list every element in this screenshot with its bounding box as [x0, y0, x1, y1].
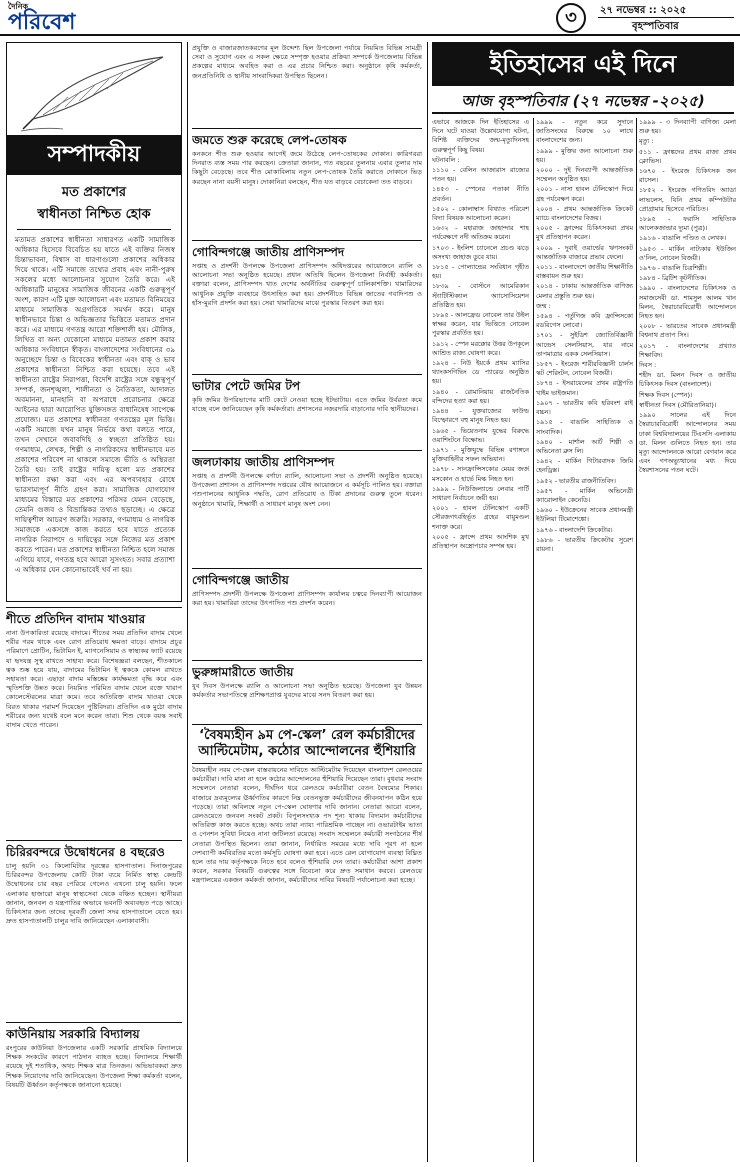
history-entry: ১৬৭০ - ইংরেজ চিকিৎসক জন রাসেল। [639, 167, 736, 185]
logo-top-text: দৈনিক [8, 1, 29, 11]
story-body: কৃষি জমির উপরিভাগের মাটি কেটে নেওয়া হচ্ছে ইটভাটায়। এতে জমির উর্বরতা কমে যাচ্ছে বলে জানিয়েছেন কৃষি কর্মকর্তারা। প্রশাসনের নজরদারি বাড়ানোর দাবি স্থানীয়দের। [192, 396, 422, 414]
editorial-divider [17, 229, 171, 230]
story-headline: ভাটার পেটে জমির টপ [192, 374, 422, 394]
column-divider [187, 42, 188, 1162]
story-body: নানা উপকারিতা রয়েছে বাদামে। শীতের সময় প্রতিদিন বাদাম খেলে শরীর গরম থাকে এবং রোগ প্রতিরোধ ক্ষমতা বাড়ে। বাদামে প্রচুর পরিমাণে প্রোটিন, ভিটামিন ই, ম্যাগনেসিয়াম ও স্বাস্থ্যকর ফ্যাট রয়েছে যা হৃদযন্ত্র সুস্থ রাখতে সাহায্য করে। বিশেষজ্ঞরা বলছেন, শীতকালে ত্বক শুষ্ক হয়ে যায়, বাদামের ভিটামিন ই ত্বককে কোমল রাখতে সহায়তা করে। এছাড়া বাদাম মস্তিষ্কের কার্যক্ষমতা বৃদ্ধি করে এবং স্মৃতিশক্তি উন্নত করে। নিয়মিত পরিমিত বাদাম খেলে রক্তে খারাপ কোলেস্টেরলের মাত্রা কমে। তবে অতিরিক্ত বাদাম খাওয়া থেকে বিরত থাকার পরামর্শ দিয়েছেন পুষ্টিবিদরা। প্রতিদিন এক মুঠো বাদাম শরীরের জন্য যথেষ্ট বলে মনে করেন তারা। শিশু থেকে বয়স্ক সবাই বাদাম খেতে পারেন। [6, 629, 182, 730]
news-story-gobindaganj-livestock [192, 240, 422, 374]
history-entry: ১৮৭৪ - ইসরায়েলের প্রথম রাষ্ট্রপতি খাইম ভাইজমান। [536, 379, 633, 397]
history-entry: শহীদ ডা. মিলন দিবস ও জাতীয় চিকিৎসক দিবস (বাংলাদেশ)। [639, 371, 736, 389]
history-entry: ১৯৮৪ - ব্রিটিশ কূটনীতিক। [639, 274, 707, 283]
page-number: ৩ [556, 3, 586, 33]
issue-date: ২৭ নভেম্বর :: ২০২৫ [600, 5, 687, 16]
history-entry: ১৯৮৬ - ভারতীয় ক্রিকেটার সুরেশ রায়না। [536, 535, 633, 553]
history-entry: ৫১১ - ফ্রাঙ্কদের প্রথম রাজা প্রথম ক্লোভিস। [639, 147, 736, 165]
history-banner: ইতিহাসের এই দিনে [432, 42, 734, 86]
history-entry: ১৯৭৬ - বাঙালি চিত্রশিল্পী। [639, 264, 707, 273]
story-body: চালু হয়নি ৩১ কিলোমিটার দূরত্বের হাসপাতাল। দিনাজপুরের চিরিরবন্দর উপজেলায় কোটি টাকা ব্যয়ে নির্মিত স্বাস্থ্য কেন্দ্রটি উদ্বোধনের চার বছর পেরিয়ে গেলেও এখনো চালু হয়নি। ফলে এলাকার হাজারো মানুষ স্বাস্থ্যসেবা থেকে বঞ্চিত হচ্ছেন। স্থানীয়রা জানান, জনবল ও যন্ত্রপাতির অভাবে ভবনটি অব্যবহৃত পড়ে আছে। চিকিৎসার জন্য তাদের দূরবর্তী জেলা সদর হাসপাতালে যেতে হয়। দ্রুত হাসপাতালটি চালুর দাবি জানিয়েছেন এলাকাবাসী। [6, 862, 182, 926]
history-entry: ১৯৯০ - বাংলাদেশের চিকিৎসক ও সমাজসেবী ডা. শামসুল আলম খান মিলন, স্বৈরাচারবিরোধী আন্দোলনে নিহত হন। [639, 284, 736, 321]
history-divider [432, 112, 734, 114]
story-body: সপ্তাহ ও প্রদর্শনী উপলক্ষে উপজেলা প্রাণিসম্পদ অধিদপ্তরের আয়োজনে র‍্যালি ও আলোচনা সভা অনুষ্ঠিত হয়েছে। প্রধান অতিথি ছিলেন উপজেলা নির্বাহী কর্মকর্তা। বক্তারা বলেন, প্রাণিসম্পদ খাত দেশের অর্থনীতির গুরুত্বপূর্ণ চালিকাশক্তি। খামারিদের আধুনিক প্রযুক্তি ব্যবহারে উৎসাহিত করা হয়। প্রদর্শনীতে বিভিন্ন জাতের গবাদিপশু ও হাঁস-মুরগি প্রদর্শন করা হয়। সেরা খামারিদের মাঝে পুরস্কার বিতরণ করা হয়। [192, 262, 422, 307]
history-entry: ১৯৯৯ - ৩ দিনব্যাপী বাণিজ্য মেলা শুরু হয়। [639, 118, 736, 136]
history-entry: ১৪৫৩ - স্পেনের পতাকা নীতি প্রবর্তন। [432, 185, 529, 203]
history-entry: ১৮৫২ - ইংরেজ গণিতবিদ অ্যাডা লাভলেস, যিনি প্রথম কম্পিউটার প্রোগ্রামার হিসেবে পরিচিত। [639, 186, 736, 213]
story-headline: জমতে শুরু করেছে লেপ-তোষক [192, 128, 422, 148]
history-entry: এভাবে আজকে দিন ইতিহাসের এ দিনে ঘটে যাওয়া উল্লেখযোগ্য ঘটনা, বিশিষ্ট ব্যক্তিদের জন্ম-মৃত্যুদিনসহ গুরুত্বপূর্ণ কিছু বিষয়। [432, 118, 529, 154]
editorial-banner: সম্পাদকীয় [7, 135, 181, 175]
history-entry: ১৯১২ - স্পেন মরক্কোর উত্তর উপকূলে আশ্রিত রাজ্য ঘোষণা করে। [432, 339, 529, 357]
history-entry: ১৯৬৫ - ভিয়েতনাম যুদ্ধের বিরুদ্ধে ওয়াশিংটনে বিক্ষোভ। [432, 426, 529, 444]
editorial-body: মতামত প্রকাশের স্বাধীনতা সাধারণত একটি সামাজিক অধিকার হিসেবে বিবেচিত হয় যাতে এই ব্যক্তির নিজস্ব চিন্তাভাবনা, বিশ্বাস বা ধারণাগুলো প্রকাশের অধিকার দিয়ে থাকে। এটি সমাজে তথ্যের প্রবাহ এবং নানী-পুরুষ সকলের মধ্যে আলোচনার সুযোগ তৈরি করে। এই অধিকারটি মানুষের সামাজিক জীবনের একটি গুরুত্বপূর্ণ অংশ, কারণ এটি মুক্ত আলোচনা এবং মতামত বিনিময়ের মাধ্যমে সামাজিক অগ্রগতিকে সমর্থন করে। মানুষ স্বাধীনভাবে চিন্তা ও অভিজ্ঞতার ভিত্তিতে মতামত প্রদান করে। এর মাধ্যমে গণতন্ত্র আরো শক্তিশালী হয়। মৌলিক, লিখিত বা অন্য যেকোনো মাধ্যমে মতামত প্রকাশ করার অধিকার সংবিধানে স্বীকৃত। বাংলাদেশের সংবিধানের ৩৯ অনুচ্ছেদে চিন্তা ও বিবেকের স্বাধীনতা এবং বাক্ ও ভাব প্রকাশের স্বাধীনতা নিশ্চিত করা হয়েছে। তবে এই স্বাধীনতা রাষ্ট্রের নিরাপত্তা, বিদেশি রাষ্ট্রের সঙ্গে বন্ধুত্বপূর্ণ সম্পর্ক, জনশৃঙ্খলা, শালীনতা ও নৈতিকতা, আদালত অবমাননা, মানহানি বা অপরাধে প্ররোচনার ক্ষেত্রে আইনের দ্বারা আরোপিত যুক্তিসঙ্গত বাধানিষেধ সাপেক্ষে প্রযোজ্য। মত প্রকাশের স্বাধীনতা গণতন্ত্রের মূল ভিত্তি। একটি সমাজে যখন মানুষ নির্ভয়ে কথা বলতে পারে, তখন সেখানে জবাবদিহি ও স্বচ্ছতা প্রতিষ্ঠিত হয়। গণমাধ্যম, লেখক, শিল্পী ও নাগরিকদের স্বাধীনভাবে মত প্রকাশের পরিবেশ না থাকলে সমাজে ভীতি ও অস্থিরতা তৈরি হয়। তাই রাষ্ট্রের দায়িত্ব হলো মত প্রকাশের স্বাধীনতা রক্ষা করা এবং এর অপব্যবহার রোধে ভারসাম্যপূর্ণ নীতি গ্রহণ করা। সামাজিক যোগাযোগ মাধ্যমের বিস্তারে মত প্রকাশের পরিসর যেমন বেড়েছে, তেমনি গুজব ও বিভ্রান্তিকর তথ্যও ছড়াচ্ছে। এ ক্ষেত্রে দায়িত্বশীল আচরণ জরুরি। সরকার, গণমাধ্যম ও নাগরিক সমাজকে একসঙ্গে কাজ করতে হবে যাতে প্রত্যেক নাগরিক নিরাপদে ও দায়িত্বের সঙ্গে নিজের মত প্রকাশ করতে পারেন। মত প্রকাশের স্বাধীনতা নিশ্চিত হলে সমাজ এগিয়ে যাবে, গণতন্ত্র হবে আরো সুসংহত। সবার প্রত্যাশা এ অধিকার যেন কোনোভাবেই খর্ব না হয়। [15, 235, 175, 574]
history-entry: ১৯২৪ - নিউ ইয়র্কে প্রথম ম্যাসির থ্যাংকসগিভিং ডে প্যারেড অনুষ্ঠিত হয়। [432, 359, 529, 386]
column-divider [533, 118, 534, 1162]
news-story-continued [192, 42, 422, 128]
story-body: প্রাণিসম্পদ প্রদর্শনী উপলক্ষে উপজেলা প্রাণিসম্পদ কার্যালয় চত্বরে দিনব্যাপী আয়োজন করা হয়। খামারিরা তাদের উৎপাদিত পশু প্রদর্শন করেন। [192, 590, 422, 608]
history-subtitle: আজ বৃহস্পতিবার (২৭ নভেম্বর -২০২৫) [461, 92, 705, 110]
story-headline: গোবিন্দগঞ্জে জাতীয় [192, 568, 422, 588]
history-entry: ১৯৭৬ - বাংলাদেশি ক্রিকেটার। [536, 525, 613, 534]
history-entry: ১৯৯০ সালের এই দিনে স্বৈরাচারবিরোধী আন্দোলনের সময় ঢাকা বিশ্ববিদ্যালয়ের টিএসসি এলাকায় ডা. মিলন গুলিতে নিহত হন। তার মৃত্যু আন্দোলনকে আরো বেগবান করে এবং গণঅভ্যুত্থানের মধ্য দিয়ে স্বৈরশাসনের পতন ঘটে। [639, 411, 736, 475]
story-body: সপ্তাহ ও প্রদর্শনী উপলক্ষে বর্ণাঢ্য র‍্যালি, আলোচনা সভা ও প্রদর্শনী অনুষ্ঠিত হয়েছে। উপজেলা প্রশাসন ও প্রাণিসম্পদ দপ্তরের যৌথ আয়োজনে এ কর্মসূচি পালিত হয়। বক্তারা পশুপালনের আধুনিক পদ্ধতি, রোগ প্রতিরোধ ও টিকা প্রদানের গুরুত্ব তুলে ধরেন। অনুষ্ঠানে খামারি, শিক্ষার্থী ও সাধারণ মানুষ অংশ নেন। [192, 472, 422, 508]
history-entry: ২০০৮ - ভারতের সাবেক প্রধানমন্ত্রী বিশ্বনাথ প্রতাপ সিং। [639, 322, 736, 340]
story-headline: শীতে প্রতিদিন বাদাম খাওয়ার [6, 607, 182, 627]
history-entry: ১৯৪৪ - যুক্তরাজ্যের ফাউল্ড বিস্ফোরণে বহু মানুষ নিহত হয়। [432, 407, 529, 425]
story-body: যুব দিবস উপলক্ষে র‍্যালি ও আলোচনা সভা অনুষ্ঠিত হয়েছে। উপজেলা যুব উন্নয়ন কর্মকর্তার সভাপতিত্বে প্রশিক্ষণপ্রাপ্ত যুবদের মাঝে সনদ বিতরণ করা হয়। [192, 682, 422, 700]
story-headline: কাউনিয়ায় সরকারি বিদ্যালয় [6, 1022, 182, 1042]
history-entry: জন্ম : [536, 301, 551, 310]
history-entry: ১৬৩২ - মহারাজ জাহান্দার শাহ পর্যবেক্ষণে নদী অতিক্রম করেন। [432, 224, 529, 242]
news-story-chirirbandar [6, 840, 182, 1016]
history-entry: ১৮৩৯ - বোস্টনে আমেরিকান স্ট্যাটিস্টিক্যাল অ্যাসোসিয়েশন প্রতিষ্ঠিত হয়। [432, 282, 529, 309]
column-divider [636, 118, 637, 1162]
editorial-title-line2: স্বাধীনতা নিশ্চিত হোক [37, 207, 151, 222]
column-divider [427, 42, 428, 1162]
quill-pen-icon [13, 49, 175, 133]
editorial-title-line1: মত প্রকাশের [61, 185, 127, 200]
history-entry: ১৮৯৫ - আলফ্রেড নোবেল তার উইল স্বাক্ষর করেন, যার ভিত্তিতে নোবেল পুরস্কার প্রবর্তিত হয়। [432, 311, 529, 338]
history-entry: ২০০০ - দুই দিনব্যাপী আন্তর্জাতিক সম্মেলন অনুষ্ঠিত হয়। [536, 166, 633, 184]
history-entry: ১১১০ - বেলিন আজারাস রাজ্যের পতন হয়। [432, 166, 529, 184]
history-column-3 [639, 118, 736, 1162]
history-entry: ১৯০৭ - ভারতীয় কবি হরিবংশ রাই বচ্চন। [536, 398, 633, 417]
news-story-brickfield [192, 374, 422, 448]
history-entry: ১৯৪০ - রোমানিয়ায় রাজনৈতিক বন্দিদের হত্যা করা হয়। [432, 387, 529, 405]
history-entry: ১৯১৬ - বাঙালি পণ্ডিত ও লেখক। [639, 234, 726, 243]
story-body: প্রযুক্তি ও বাজারজাতকরণের মূল উদ্দেশ্য ছিল উপজেলা পর্যায়ে নিয়মিত বিভিন্ন সামগ্রী সেবা ও সুযোগ এবং এ সকল ক্ষেত্রে সম্পৃক্ত হওয়ার প্রক্রিয়া সম্পর্কে উপজেলায় বিভিন্ন প্রকল্পের মাধ্যমে অবহিত করা ও এর প্রচার নিশ্চিত করা। অনুষ্ঠানে কৃষি কর্মকর্তা, জনপ্রতিনিধি ও স্থানীয় সাংবাদিকরা উপস্থিত ছিলেন। [192, 44, 422, 80]
masthead [0, 0, 740, 36]
history-entry: ১৮৯৫ - ফরাসি সাহিত্যিক আলেকজান্ডার দ্যুমা (পুত্র)। [639, 215, 736, 233]
history-entry: ১৯৬০ - ইউক্রেনের সাবেক প্রধানমন্ত্রী ইউলিয়া টিমোশেঙ্কো। [536, 506, 633, 524]
history-entry: দিবস : [639, 361, 657, 370]
news-story-almond [6, 607, 182, 839]
history-entry: ২০১৭ - বাংলাদেশের প্রখ্যাত শিক্ষাবিদ। [639, 341, 736, 359]
story-headline: গোবিন্দগঞ্জে জাতীয় প্রাণিসম্পদ [192, 240, 422, 260]
history-entry: ১৯৭৮ - সানফ্রান্সিসকোর মেয়র জর্জ মসকোন ও হার্ভে মিল্ক নিহত হন। [432, 465, 529, 483]
history-entry: ১৯৫৭ - মার্কিন অভিনেত্রী ক্যারোলাইন কেনেডি। [536, 486, 633, 504]
history-entry: ১৮৫৭ - ইংরেজ শারীরবিজ্ঞানী চার্লস স্কট শেরিংটন, নোবেল বিজয়ী। [536, 360, 633, 378]
history-entry: মৃত্যু : [639, 137, 654, 146]
history-entry: ১৯৪০ - মার্শাল আর্ট শিল্পী ও অভিনেতা ব্রুস লি। [536, 437, 633, 455]
history-column-1 [432, 118, 529, 1162]
news-story-railway-paystale [192, 724, 422, 1162]
editorial-column [6, 42, 182, 602]
story-headline: ‘বৈষম্যহীন ৯ম পে-স্কেল’ রেল কর্মচারীদের আল্টিমেটাম, কঠোর আন্দোলনের হুঁশিয়ারি [192, 724, 422, 764]
history-entry: ঘটনাবলি : [432, 155, 460, 164]
history-entry: ১৯৯৯ - নতুন করে সুদানে জাতিসংঘের বিরুদ্ধে ১০ লাখে বাংলাদেশের জন্য। [536, 118, 633, 145]
story-body: বৈষম্যহীন নবম পে-স্কেল বাস্তবায়নের দাবিতে আল্টিমেটাম দিয়েছেন বাংলাদেশ রেলওয়ের কর্মচারীরা। দাবি মানা না হলে কঠোর আন্দোলনের হুঁশিয়ারি দিয়েছেন তারা। বুধবার সংবাদ সম্মেলনে নেতারা বলেন, দীর্ঘদিন ধরে রেলওয়ে কর্মচারীরা বেতন বৈষম্যের শিকার। বাজারে দ্রব্যমূল্যের ঊর্ধ্বগতির কারণে নিম্ন বেতনভুক্ত কর্মচারীদের জীবনযাপন কঠিন হয়ে পড়েছে। তারা অবিলম্বে নতুন পে-স্কেল ঘোষণার দাবি জানান। নেতারা আরো বলেন, রেলওয়েতে জনবল সংকট প্রকট। বিপুলসংখ্যক পদ শূন্য থাকায় বিদ্যমান কর্মচারীদের অতিরিক্ত কাজ করতে হচ্ছে। অথচ তারা ন্যায্য পারিশ্রমিক পাচ্ছেন না। ওভারটাইম ভাতা ও পেনশন সুবিধা নিয়েও নানা জটিলতা রয়েছে। সংবাদ সম্মেলনে কর্মচারী সংগঠনের শীর্ষ নেতারা উপস্থিত ছিলেন। তারা জানান, নির্ধারিত সময়ের মধ্যে দাবি পূরণ না হলে দেশব্যাপী কর্মবিরতির মতো কর্মসূচি ঘোষণা করা হবে। এতে রেল যোগাযোগ ব্যবস্থা বিঘ্নিত হলে তার দায় কর্তৃপক্ষকে নিতে হবে বলেও হুঁশিয়ারি দেন তারা। কর্মচারীরা আশা প্রকাশ করেন, সরকার বিষয়টি গুরুত্বের সঙ্গে বিবেচনা করে দ্রুত সমাধান করবে। রেলওয়ে মন্ত্রণালয়ের একজন কর্মকর্তা জানান, কর্মচারীদের দাবির বিষয়টি পর্যালোচনা করা হচ্ছে। [192, 766, 422, 885]
news-story-bhurungamari [192, 660, 422, 722]
issue-day: বৃহস্পতিবার [632, 21, 679, 32]
newspaper-logo [8, 2, 75, 35]
logo-main-text: পরিবেশ [8, 10, 76, 35]
story-body: রংপুরের কাউনিয়া উপজেলার একটি সরকারি প্রাথমিক বিদ্যালয়ে শিক্ষক সংকটের কারণে পাঠদান ব্যাহত হচ্ছে। বিদ্যালয়ে শিক্ষার্থী রয়েছে দুই শতাধিক, অথচ শিক্ষক মাত্র তিনজন। অভিভাবকরা দ্রুত শিক্ষক নিয়োগের দাবি জানিয়েছেন। উপজেলা শিক্ষা কর্মকর্তা বলেন, বিষয়টি ঊর্ধ্বতন কর্তৃপক্ষকে জানানো হয়েছে। [6, 1044, 182, 1089]
story-body: কনকনে শীত শুরু হওয়ার আগেই জমে উঠেছে লেপ-তোষকের দোকান। কারিগররা দিনরাত ব্যস্ত সময় পার করছেন। ক্রেতারা জানান, গত বছরের তুলনায় এবার তুলার দাম কিছুটা বেড়েছে। তবে শীত মোকাবিলায় নতুন লেপ-তোষক তৈরি করাতে দোকানে ভিড় করছেন নানা বয়সী মানুষ। দোকানিরা বলছেন, শীত যত বাড়বে বেচাকেনা তত বাড়বে। [192, 150, 422, 186]
news-story-jaldhaka-livestock [192, 450, 422, 566]
history-entry: স্বাধীনতা দিবস (মৌরিতানিয়া)। [639, 400, 717, 409]
history-entry: ১৫০২ - কোলাম্বাস বিখ্যাত পরিবেশ বিদ্যা বিষয়ক আলোচনা করেন। [432, 204, 529, 223]
history-entry: ২০১৪ - ঢাকায় আন্তর্জাতিক বাণিজ্য মেলার প্রস্তুতি শুরু হয়। [536, 282, 633, 300]
history-entry: ১৫৯৪ - পর্তুগিজ কবি ফ্রান্সিসকো রডরিগেস লোবো। [536, 312, 633, 330]
news-story-quilt [192, 128, 422, 238]
date-divider [598, 17, 734, 18]
history-entry: ১৯৯৯ - নিউজিল্যান্ডে লেবার পার্টি সাধারণ নির্বাচনে জয়ী হয়। [432, 484, 529, 502]
history-entry: শিক্ষক দিবস (স্পেন)। [639, 390, 693, 399]
history-entry: ২০০৪ - প্রথম আন্তর্জাতিক ক্রিকেট ম্যাচে বাংলাদেশের বিজয়। [536, 204, 633, 223]
news-story-kaunia [6, 1022, 182, 1162]
story-headline: ভুরুঙ্গামারীতে জাতীয় [192, 660, 422, 680]
history-entry: ১৭০১ - সুইডিশ জ্যোতির্বিজ্ঞানী আন্দ্রেস সেলসিয়াস, যার নামে তাপমাত্রার একক সেলসিয়াস। [536, 331, 633, 358]
history-entry: ১৯৫২ - ভারতীয় রাজনীতিবিদ। [536, 476, 616, 485]
history-entry: ১৭০৩ - ইংলিশ চ্যানেলে প্রচণ্ড ঝড়ে অসংখ্য জাহাজ ডুবে যায়। [432, 243, 529, 261]
history-entry: ২০১১ - বাংলাদেশে জাতীয় শিক্ষানীতি বাস্তবায়ন শুরু হয়। [536, 263, 633, 281]
editorial-box [6, 42, 182, 602]
history-entry: ২০০১ - হাবল টেলিস্কোপ একটি সৌরজগৎবহির্ভূত গ্রহের বায়ুমণ্ডল শনাক্ত করে। [432, 504, 529, 531]
news-story-gobindaganj-national [192, 568, 422, 658]
history-entry: ২০০৫ - ফ্রান্সে প্রথম আংশিক মুখ প্রতিস্থাপন অস্ত্রোপচার সম্পন্ন হয়। [432, 532, 529, 550]
history-entry: ২০০৯ - দুবাই ওয়ার্ল্ডের ঋণসংকট আন্তর্জাতিক বাজারে প্রভাব ফেলে। [536, 243, 633, 261]
history-column-2 [536, 118, 633, 1162]
history-entry: ১৯৪২ - মার্কিন গিটারবাদক জিমি হেনড্রিক্স। [536, 457, 633, 475]
story-headline: জলঢাকায় জাতীয় প্রাণিসম্পদ [192, 450, 422, 470]
history-entry: ১৮১৫ - পোল্যান্ডের সংবিধান গৃহীত হয়। [432, 263, 529, 281]
story-headline: চিরিরবন্দরে উদ্বোধনের ৪ বছরেও [6, 840, 182, 860]
history-entry: ১৯৫৩ - মার্কিন নাট্যকার ইউজিন ও'নিল, নোবেল বিজয়ী। [639, 244, 736, 262]
history-entry: ২০০১ - নাসা হাবল টেলিস্কোপ দিয়ে গ্রহ পর্যবেক্ষণ করে। [536, 185, 633, 203]
history-entry: ১৯১৫ - বাঙালি সাহিত্যিক ও সাংবাদিক। [536, 418, 633, 436]
history-entry: ২০০৫ - ফ্রান্সের চিকিৎসকরা প্রথম মুখ প্রতিস্থাপন করেন। [536, 224, 633, 242]
history-entry: ১৯৯৯ - মুক্তির জন্য আলোচনা শুরু হয়। [536, 146, 633, 164]
history-entry: ১৯৭১ - মুক্তিযুদ্ধে বিভিন্ন রণাঙ্গনে মুক্তিবাহিনীর সফল অভিযান। [432, 445, 529, 464]
